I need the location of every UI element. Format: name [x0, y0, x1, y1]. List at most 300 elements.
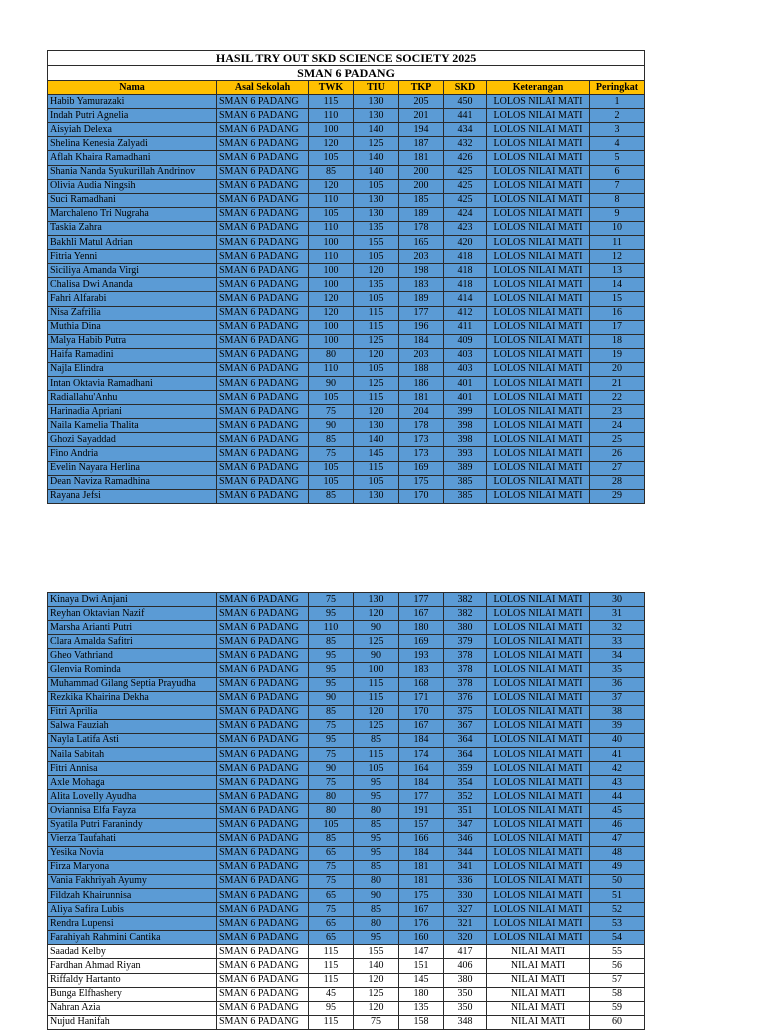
table-row — [48, 705, 645, 719]
cell-asal-sekolah: SMAN 6 PADANG — [217, 264, 309, 278]
cell-tkp: 175 — [399, 475, 444, 489]
table-row — [48, 405, 645, 419]
cell-tkp: 184 — [399, 846, 444, 860]
cell-asal-sekolah: SMAN 6 PADANG — [217, 376, 309, 390]
cell-asal-sekolah: SMAN 6 PADANG — [217, 419, 309, 433]
cell-twk: 120 — [309, 137, 354, 151]
cell-skd: 423 — [444, 221, 487, 235]
cell-keterangan: LOLOS NILAI MATI — [487, 607, 590, 621]
cell-keterangan: LOLOS NILAI MATI — [487, 236, 590, 250]
cell-keterangan: LOLOS NILAI MATI — [487, 790, 590, 804]
cell-nama: Nisa Zafrilia — [48, 306, 217, 320]
cell-twk: 115 — [309, 959, 354, 973]
table-row — [48, 95, 645, 109]
cell-keterangan: LOLOS NILAI MATI — [487, 362, 590, 376]
cell-tkp: 183 — [399, 663, 444, 677]
cell-peringkat: 24 — [590, 419, 645, 433]
cell-asal-sekolah: SMAN 6 PADANG — [217, 1015, 309, 1029]
cell-tiu: 125 — [354, 376, 399, 390]
cell-asal-sekolah: SMAN 6 PADANG — [217, 691, 309, 705]
cell-tiu: 115 — [354, 748, 399, 762]
cell-peringkat: 55 — [590, 945, 645, 959]
cell-peringkat: 39 — [590, 719, 645, 733]
cell-twk: 95 — [309, 1001, 354, 1015]
cell-asal-sekolah: SMAN 6 PADANG — [217, 362, 309, 376]
table-row — [48, 489, 645, 503]
cell-keterangan: LOLOS NILAI MATI — [487, 593, 590, 607]
cell-asal-sekolah: SMAN 6 PADANG — [217, 447, 309, 461]
cell-peringkat: 22 — [590, 391, 645, 405]
cell-asal-sekolah: SMAN 6 PADANG — [217, 391, 309, 405]
table-row — [48, 123, 645, 137]
cell-tiu: 105 — [354, 475, 399, 489]
cell-twk: 45 — [309, 987, 354, 1001]
cell-skd: 424 — [444, 207, 487, 221]
cell-twk: 80 — [309, 804, 354, 818]
cell-twk: 105 — [309, 151, 354, 165]
cell-keterangan: LOLOS NILAI MATI — [487, 179, 590, 193]
cell-tkp: 151 — [399, 959, 444, 973]
cell-keterangan: LOLOS NILAI MATI — [487, 649, 590, 663]
cell-twk: 65 — [309, 846, 354, 860]
cell-twk: 65 — [309, 931, 354, 945]
cell-peringkat: 23 — [590, 405, 645, 419]
cell-tkp: 184 — [399, 733, 444, 747]
cell-asal-sekolah: SMAN 6 PADANG — [217, 804, 309, 818]
cell-tiu: 130 — [354, 593, 399, 607]
cell-twk: 100 — [309, 236, 354, 250]
cell-nama: Fitri Aprilia — [48, 705, 217, 719]
table-row — [48, 649, 645, 663]
cell-asal-sekolah: SMAN 6 PADANG — [217, 461, 309, 475]
cell-tiu: 125 — [354, 719, 399, 733]
cell-keterangan: LOLOS NILAI MATI — [487, 320, 590, 334]
table-row — [48, 1001, 645, 1015]
cell-keterangan: LOLOS NILAI MATI — [487, 621, 590, 635]
table-row — [48, 987, 645, 1001]
cell-twk: 90 — [309, 762, 354, 776]
cell-nama: Evelin Nayara Herlina — [48, 461, 217, 475]
cell-peringkat: 34 — [590, 649, 645, 663]
cell-asal-sekolah: SMAN 6 PADANG — [217, 832, 309, 846]
cell-twk: 115 — [309, 973, 354, 987]
cell-tkp: 203 — [399, 348, 444, 362]
cell-twk: 75 — [309, 447, 354, 461]
cell-asal-sekolah: SMAN 6 PADANG — [217, 663, 309, 677]
cell-keterangan: LOLOS NILAI MATI — [487, 818, 590, 832]
cell-peringkat: 8 — [590, 193, 645, 207]
cell-asal-sekolah: SMAN 6 PADANG — [217, 621, 309, 635]
cell-skd: 399 — [444, 405, 487, 419]
table-row — [48, 888, 645, 902]
cell-tiu: 120 — [354, 1001, 399, 1015]
cell-nama: Ghozi Sayaddad — [48, 433, 217, 447]
table-row — [48, 306, 645, 320]
cell-nama: Shania Nanda Syukurillah Andrinov — [48, 165, 217, 179]
cell-peringkat: 57 — [590, 973, 645, 987]
cell-asal-sekolah: SMAN 6 PADANG — [217, 776, 309, 790]
table-row — [48, 846, 645, 860]
column-header: Asal Sekolah — [217, 81, 309, 95]
cell-twk: 65 — [309, 888, 354, 902]
cell-tiu: 140 — [354, 433, 399, 447]
cell-asal-sekolah: SMAN 6 PADANG — [217, 137, 309, 151]
cell-tiu: 140 — [354, 165, 399, 179]
cell-peringkat: 45 — [590, 804, 645, 818]
table-row — [48, 348, 645, 362]
cell-twk: 80 — [309, 348, 354, 362]
cell-tkp: 201 — [399, 109, 444, 123]
table-row — [48, 221, 645, 235]
cell-tiu: 80 — [354, 917, 399, 931]
cell-nama: Dean Naviza Ramadhina — [48, 475, 217, 489]
cell-nama: Kinaya Dwi Anjani — [48, 593, 217, 607]
cell-tiu: 80 — [354, 874, 399, 888]
cell-peringkat: 49 — [590, 860, 645, 874]
cell-keterangan: LOLOS NILAI MATI — [487, 860, 590, 874]
cell-tiu: 95 — [354, 931, 399, 945]
cell-skd: 434 — [444, 123, 487, 137]
cell-tiu: 130 — [354, 109, 399, 123]
column-header: TIU — [354, 81, 399, 95]
cell-nama: Rayana Jefsi — [48, 489, 217, 503]
cell-twk: 115 — [309, 1015, 354, 1029]
cell-asal-sekolah: SMAN 6 PADANG — [217, 818, 309, 832]
cell-skd: 385 — [444, 489, 487, 503]
cell-peringkat: 48 — [590, 846, 645, 860]
table-row — [48, 719, 645, 733]
cell-tkp: 181 — [399, 860, 444, 874]
cell-keterangan: LOLOS NILAI MATI — [487, 405, 590, 419]
cell-skd: 425 — [444, 179, 487, 193]
cell-asal-sekolah: SMAN 6 PADANG — [217, 917, 309, 931]
cell-keterangan: LOLOS NILAI MATI — [487, 292, 590, 306]
cell-keterangan: LOLOS NILAI MATI — [487, 762, 590, 776]
cell-keterangan: LOLOS NILAI MATI — [487, 447, 590, 461]
cell-twk: 85 — [309, 165, 354, 179]
cell-peringkat: 3 — [590, 123, 645, 137]
cell-asal-sekolah: SMAN 6 PADANG — [217, 475, 309, 489]
cell-skd: 359 — [444, 762, 487, 776]
cell-tkp: 178 — [399, 419, 444, 433]
table-row — [48, 593, 645, 607]
cell-peringkat: 1 — [590, 95, 645, 109]
cell-keterangan: LOLOS NILAI MATI — [487, 832, 590, 846]
cell-tiu: 130 — [354, 207, 399, 221]
cell-skd: 376 — [444, 691, 487, 705]
cell-tiu: 145 — [354, 447, 399, 461]
cell-tiu: 105 — [354, 179, 399, 193]
cell-skd: 398 — [444, 419, 487, 433]
cell-skd: 426 — [444, 151, 487, 165]
cell-skd: 344 — [444, 846, 487, 860]
cell-peringkat: 51 — [590, 888, 645, 902]
cell-skd: 406 — [444, 959, 487, 973]
cell-nama: Fitria Yenni — [48, 250, 217, 264]
table-row — [48, 607, 645, 621]
table-row — [48, 419, 645, 433]
cell-tkp: 166 — [399, 832, 444, 846]
cell-nama: Axle Mohaga — [48, 776, 217, 790]
cell-nama: Fildzah Khairunnisa — [48, 888, 217, 902]
table-row — [48, 790, 645, 804]
cell-tiu: 95 — [354, 846, 399, 860]
cell-tiu: 105 — [354, 292, 399, 306]
cell-asal-sekolah: SMAN 6 PADANG — [217, 846, 309, 860]
cell-skd: 418 — [444, 250, 487, 264]
cell-skd: 320 — [444, 931, 487, 945]
table-row — [48, 776, 645, 790]
cell-tiu: 105 — [354, 762, 399, 776]
cell-twk: 100 — [309, 334, 354, 348]
cell-asal-sekolah: SMAN 6 PADANG — [217, 95, 309, 109]
cell-skd: 418 — [444, 278, 487, 292]
cell-twk: 95 — [309, 677, 354, 691]
cell-peringkat: 43 — [590, 776, 645, 790]
cell-tiu: 85 — [354, 903, 399, 917]
cell-skd: 364 — [444, 748, 487, 762]
cell-keterangan: LOLOS NILAI MATI — [487, 109, 590, 123]
cell-tiu: 120 — [354, 973, 399, 987]
cell-nama: Naila Sabitah — [48, 748, 217, 762]
document-subtitle: SMAN 6 PADANG — [48, 66, 645, 81]
document-title: HASIL TRY OUT SKD SCIENCE SOCIETY 2025 — [48, 51, 645, 66]
cell-tiu: 85 — [354, 818, 399, 832]
cell-keterangan: LOLOS NILAI MATI — [487, 165, 590, 179]
cell-tkp: 164 — [399, 762, 444, 776]
cell-twk: 110 — [309, 621, 354, 635]
cell-skd: 401 — [444, 391, 487, 405]
cell-twk: 105 — [309, 461, 354, 475]
cell-keterangan: LOLOS NILAI MATI — [487, 264, 590, 278]
cell-keterangan: LOLOS NILAI MATI — [487, 635, 590, 649]
table-row — [48, 236, 645, 250]
cell-asal-sekolah: SMAN 6 PADANG — [217, 221, 309, 235]
cell-tiu: 120 — [354, 264, 399, 278]
table-row — [48, 151, 645, 165]
cell-asal-sekolah: SMAN 6 PADANG — [217, 649, 309, 663]
cell-tkp: 178 — [399, 221, 444, 235]
cell-skd: 347 — [444, 818, 487, 832]
cell-twk: 120 — [309, 306, 354, 320]
cell-twk: 110 — [309, 109, 354, 123]
cell-keterangan: NILAI MATI — [487, 973, 590, 987]
cell-asal-sekolah: SMAN 6 PADANG — [217, 860, 309, 874]
cell-peringkat: 15 — [590, 292, 645, 306]
cell-nama: Fino Andria — [48, 447, 217, 461]
cell-asal-sekolah: SMAN 6 PADANG — [217, 433, 309, 447]
cell-twk: 110 — [309, 221, 354, 235]
cell-nama: Siciliya Amanda Virgi — [48, 264, 217, 278]
cell-keterangan: LOLOS NILAI MATI — [487, 719, 590, 733]
table-row — [48, 973, 645, 987]
cell-nama: Oviannisa Elfa Fayza — [48, 804, 217, 818]
table-row — [48, 931, 645, 945]
cell-skd: 411 — [444, 320, 487, 334]
cell-keterangan: LOLOS NILAI MATI — [487, 207, 590, 221]
cell-tkp: 169 — [399, 461, 444, 475]
cell-tkp: 183 — [399, 278, 444, 292]
cell-twk: 115 — [309, 945, 354, 959]
cell-nama: Bakhli Matul Adrian — [48, 236, 217, 250]
cell-keterangan: LOLOS NILAI MATI — [487, 748, 590, 762]
cell-peringkat: 36 — [590, 677, 645, 691]
table-row — [48, 461, 645, 475]
cell-tkp: 157 — [399, 818, 444, 832]
cell-skd: 380 — [444, 621, 487, 635]
column-header-row — [48, 81, 645, 95]
cell-peringkat: 17 — [590, 320, 645, 334]
cell-asal-sekolah: SMAN 6 PADANG — [217, 278, 309, 292]
cell-nama: Aisyiah Delexa — [48, 123, 217, 137]
cell-tiu: 130 — [354, 489, 399, 503]
cell-nama: Fahri Alfarabi — [48, 292, 217, 306]
cell-peringkat: 40 — [590, 733, 645, 747]
table-row — [48, 677, 645, 691]
cell-skd: 420 — [444, 236, 487, 250]
cell-tkp: 167 — [399, 903, 444, 917]
table-row — [48, 137, 645, 151]
table-row — [48, 433, 645, 447]
cell-peringkat: 13 — [590, 264, 645, 278]
cell-twk: 65 — [309, 917, 354, 931]
cell-twk: 75 — [309, 405, 354, 419]
cell-nama: Haifa Ramadini — [48, 348, 217, 362]
cell-nama: Indah Putri Agnelia — [48, 109, 217, 123]
cell-tkp: 175 — [399, 888, 444, 902]
cell-keterangan: LOLOS NILAI MATI — [487, 663, 590, 677]
cell-skd: 403 — [444, 348, 487, 362]
cell-keterangan: LOLOS NILAI MATI — [487, 334, 590, 348]
cell-peringkat: 10 — [590, 221, 645, 235]
table-row — [48, 903, 645, 917]
table-row — [48, 917, 645, 931]
table-row — [48, 1015, 645, 1029]
cell-keterangan: LOLOS NILAI MATI — [487, 691, 590, 705]
cell-keterangan: LOLOS NILAI MATI — [487, 804, 590, 818]
cell-nama: Chalisa Dwi Ananda — [48, 278, 217, 292]
cell-twk: 100 — [309, 264, 354, 278]
cell-nama: Nayla Latifa Asti — [48, 733, 217, 747]
cell-keterangan: LOLOS NILAI MATI — [487, 123, 590, 137]
cell-skd: 378 — [444, 663, 487, 677]
cell-skd: 393 — [444, 447, 487, 461]
cell-skd: 336 — [444, 874, 487, 888]
cell-tiu: 85 — [354, 860, 399, 874]
cell-tiu: 100 — [354, 663, 399, 677]
cell-twk: 85 — [309, 635, 354, 649]
cell-asal-sekolah: SMAN 6 PADANG — [217, 973, 309, 987]
cell-skd: 350 — [444, 987, 487, 1001]
cell-twk: 100 — [309, 320, 354, 334]
cell-asal-sekolah: SMAN 6 PADANG — [217, 593, 309, 607]
cell-tkp: 177 — [399, 790, 444, 804]
cell-skd: 441 — [444, 109, 487, 123]
cell-tkp: 187 — [399, 137, 444, 151]
cell-tiu: 115 — [354, 677, 399, 691]
cell-tkp: 177 — [399, 306, 444, 320]
table-row — [48, 278, 645, 292]
cell-nama: Vania Fakhriyah Ayumy — [48, 874, 217, 888]
cell-tkp: 184 — [399, 334, 444, 348]
cell-skd: 367 — [444, 719, 487, 733]
table-row — [48, 663, 645, 677]
cell-tiu: 135 — [354, 278, 399, 292]
cell-twk: 95 — [309, 607, 354, 621]
cell-asal-sekolah: SMAN 6 PADANG — [217, 719, 309, 733]
cell-tiu: 85 — [354, 733, 399, 747]
cell-asal-sekolah: SMAN 6 PADANG — [217, 874, 309, 888]
cell-tkp: 180 — [399, 987, 444, 1001]
cell-nama: Fardhan Ahmad Riyan — [48, 959, 217, 973]
cell-tkp: 205 — [399, 95, 444, 109]
cell-tkp: 167 — [399, 607, 444, 621]
cell-tkp: 200 — [399, 179, 444, 193]
cell-nama: Syatila Putri Faranindy — [48, 818, 217, 832]
cell-tkp: 189 — [399, 207, 444, 221]
cell-keterangan: LOLOS NILAI MATI — [487, 137, 590, 151]
cell-tiu: 95 — [354, 832, 399, 846]
cell-nama: Farahiyah Rahmini Cantika — [48, 931, 217, 945]
table-row — [48, 109, 645, 123]
cell-twk: 95 — [309, 663, 354, 677]
cell-nama: Clara Amalda Safitri — [48, 635, 217, 649]
table-row — [48, 832, 645, 846]
cell-peringkat: 50 — [590, 874, 645, 888]
cell-twk: 105 — [309, 818, 354, 832]
cell-nama: Radiallahu'Anhu — [48, 391, 217, 405]
cell-nama: Muhammad Gilang Septia Prayudha — [48, 677, 217, 691]
cell-skd: 414 — [444, 292, 487, 306]
cell-skd: 412 — [444, 306, 487, 320]
cell-peringkat: 27 — [590, 461, 645, 475]
cell-twk: 95 — [309, 733, 354, 747]
cell-skd: 417 — [444, 945, 487, 959]
cell-nama: Glenvia Rominda — [48, 663, 217, 677]
cell-nama: Salwa Fauziah — [48, 719, 217, 733]
column-header: Nama — [48, 81, 217, 95]
cell-skd: 425 — [444, 193, 487, 207]
cell-keterangan: LOLOS NILAI MATI — [487, 376, 590, 390]
cell-tkp: 177 — [399, 593, 444, 607]
cell-skd: 352 — [444, 790, 487, 804]
cell-tiu: 125 — [354, 137, 399, 151]
cell-twk: 85 — [309, 705, 354, 719]
cell-keterangan: LOLOS NILAI MATI — [487, 391, 590, 405]
cell-tkp: 168 — [399, 677, 444, 691]
cell-skd: 425 — [444, 165, 487, 179]
cell-skd: 385 — [444, 475, 487, 489]
table-row — [48, 874, 645, 888]
cell-tkp: 185 — [399, 193, 444, 207]
cell-skd: 364 — [444, 733, 487, 747]
cell-skd: 354 — [444, 776, 487, 790]
cell-tiu: 140 — [354, 959, 399, 973]
cell-peringkat: 6 — [590, 165, 645, 179]
cell-twk: 90 — [309, 376, 354, 390]
cell-twk: 115 — [309, 95, 354, 109]
cell-keterangan: LOLOS NILAI MATI — [487, 776, 590, 790]
cell-skd: 403 — [444, 362, 487, 376]
cell-asal-sekolah: SMAN 6 PADANG — [217, 123, 309, 137]
cell-asal-sekolah: SMAN 6 PADANG — [217, 705, 309, 719]
cell-nama: Rendra Lupensi — [48, 917, 217, 931]
cell-peringkat: 12 — [590, 250, 645, 264]
cell-tkp: 181 — [399, 151, 444, 165]
cell-twk: 105 — [309, 391, 354, 405]
cell-asal-sekolah: SMAN 6 PADANG — [217, 888, 309, 902]
cell-skd: 450 — [444, 95, 487, 109]
